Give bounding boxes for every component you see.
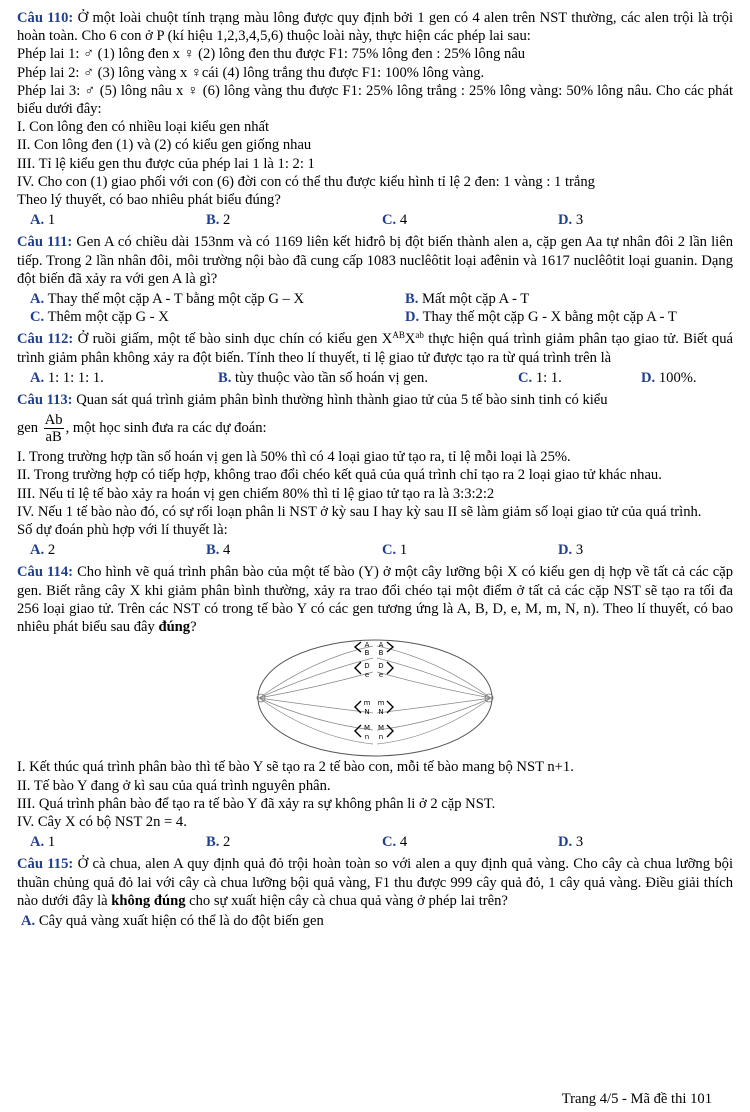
gene-label: A — [364, 641, 370, 650]
question-113-genotype: gen $\frac{Ab}{aB}$ , một học sinh đưa ra các dự đoán: — [17, 412, 267, 446]
statement-1: I. Kết thúc quá trình phân bào thì tế bào Y sẽ tạo ra 2 tế bào con, mỗi tế bào mang bộ NST n+1. — [17, 759, 574, 776]
question-111-options-row1 — [17, 290, 733, 308]
spindle-fiber — [377, 658, 491, 698]
option-b[interactable]: B. tùy thuộc vào tần số hoán vị gen. — [218, 369, 428, 386]
question-111 — [17, 233, 733, 326]
option-c[interactable]: C. 1: 1. — [518, 369, 562, 386]
gene-label: M — [377, 724, 385, 733]
option-a[interactable]: A. 2 — [30, 542, 56, 559]
cell-division-figure — [17, 638, 733, 758]
option-d[interactable]: D. 100%. — [641, 369, 697, 386]
page-footer: Trang 4/5 - Mã đề thi 101 — [561, 1091, 712, 1107]
option-d[interactable]: D. 3 — [558, 834, 584, 851]
gene-label: B — [364, 649, 370, 658]
cell-diagram — [255, 638, 495, 758]
option-d[interactable]: D. 3 — [558, 212, 584, 229]
chromosomes — [355, 642, 393, 737]
gene-label: D — [364, 662, 370, 671]
gene-label: e — [378, 671, 384, 680]
option-a[interactable]: A. Cây quả vàng xuất hiện có thể là do đột biến gen — [21, 912, 324, 929]
question-111-stem: Câu 111: Gen A có chiều dài 153nm và có 1169 liên kết hiđrô bị đột biến thành alen a, cặp gen Aa tự nhân đôi 2 lần liên tiếp. Trong 2 lần nhân đôi, môi trường nội bào đã cung cấp 1083 nuclêôtit loại ađênin và 1617 nuclêôtit loại guanin. Dạng đột biến đã xảy ra với gen A là gì? — [17, 234, 733, 287]
option-d[interactable]: D. 3 — [558, 542, 584, 559]
statement-4: IV. Nếu 1 tế bào nào đó, có sự rối loạn phân li NST ở kỳ sau I hay kỳ sau II sẽ làm giảm số loại giao tử của quá trình. — [17, 503, 702, 520]
statement-1: I. Trong trường hợp tần số hoán vị gen là 50% thì có 4 loại giao tử tạo ra, tỉ lệ mỗi loại là 25%. — [17, 449, 571, 466]
statement-1: I. Con lông đen có nhiều loại kiểu gen nhất — [17, 119, 270, 136]
question-110-stem: Câu 110: Ở một loài chuột tính trạng màu lông được quy định bởi 1 gen có 4 alen trên NST thường, các alen trội là trội hoàn toàn. Cho 6 con ở P (kí hiệu 1,2,3,4,5,6) thuộc loài này, thực hiện các phép lai sau: — [17, 10, 733, 45]
question-112-stem: Câu 112: Ở ruồi giấm, một tế bào sinh dục chín có kiểu gen $X^{AB}X^{ab}$ thực hiện quá trình giảm phân tạo giao tử. Biết quá trình giảm phân không xảy ra đột biến. Tính theo lí thuyết, tỉ lệ giao tử được tạo ra từ quá trình trên là — [17, 330, 734, 366]
gene-label: D — [378, 662, 384, 671]
question-113-prompt: Số dự đoán phù hợp với lí thuyết là: — [17, 522, 228, 539]
statement-3: III. Tỉ lệ kiểu gen thu được của phép lai 1 là 1: 2: 1 — [17, 155, 315, 172]
question-114-stem: Câu 114: Cho hình vẽ quá trình phân bào của một tế bào (Y) ở một cây lưỡng bội X có kiểu gen dị hợp về tất cả các cặp gen. Biết rằng cây X khi giảm phân bình thường, xảy ra trao đổi chéo tại một điểm ở tất cả các cặp NST sẽ tạo ra tối đa 256 loại giao tử. Trên các NST có trong tế bào Y có các gen tương ứng là A, B, D, e, M, m, N, n). Theo lí thuyết, có bao nhiêu phát biểu sau đây đúng? — [17, 564, 733, 636]
option-d[interactable]: D. Thay thế một cặp G - X bằng một cặp A - T — [405, 309, 677, 326]
statement-2: II. Con lông đen (1) và (2) có kiểu gen giống nhau — [17, 137, 312, 154]
statement-4: IV. Cây X có bộ NST 2n = 4. — [17, 813, 187, 830]
option-b[interactable]: B. Mất một cặp A - T — [405, 291, 530, 308]
chromosome — [355, 662, 361, 674]
gene-label: N — [378, 708, 384, 717]
spindle-fiber — [259, 672, 373, 698]
option-c[interactable]: C. Thêm một cặp G - X — [30, 309, 169, 326]
chromosome — [355, 725, 361, 737]
gene-label: m — [377, 699, 385, 708]
gene-label: A — [378, 641, 384, 650]
spindle-fiber — [377, 646, 491, 698]
chromosome — [387, 662, 393, 674]
gene-label: n — [364, 733, 370, 742]
question-115-options — [17, 912, 733, 930]
spindle-fiber — [259, 698, 373, 733]
spindle-fiber — [259, 646, 373, 698]
question-113-options — [17, 541, 733, 559]
question-110-prompt: Theo lý thuyết, có bao nhiêu phát biểu đúng? — [17, 192, 281, 209]
gene-label: n — [378, 733, 384, 742]
cross-3: Phép lai 3: ♂ (5) lông nâu x ♀ (6) lông vàng thu được F1: 25% lông trắng : 25% lông vàng: 50% lông nâu. Cho các phát biểu dưới đây: — [17, 82, 733, 118]
question-111-number: Câu 111: — [17, 234, 73, 251]
chromosome — [387, 725, 393, 737]
cell-membrane — [258, 640, 492, 756]
option-c[interactable]: C. 1 — [382, 542, 408, 559]
statement-3: III. Quá trình phân bào để tạo ra tế bào Y đã xảy ra sự không phân li ở 2 cặp NST. — [17, 795, 496, 812]
option-a[interactable]: A. 1 — [30, 834, 56, 851]
question-113 — [17, 391, 733, 559]
question-110-number: Câu 110: — [17, 10, 74, 26]
option-b[interactable]: B. 2 — [206, 834, 231, 851]
gene-label: m — [363, 699, 371, 708]
statement-3: III. Nếu tỉ lệ tế bào xảy ra hoán vị gen chiếm 80% thì tỉ lệ giao tử tạo ra là 3:3:2:2 — [17, 485, 495, 502]
question-113-number: Câu 113: — [17, 392, 73, 409]
question-115-number: Câu 115: — [17, 856, 74, 873]
question-114-number: Câu 114: — [17, 564, 73, 581]
question-115 — [17, 855, 733, 930]
option-a[interactable]: A. 1: 1: 1: 1. — [30, 369, 104, 386]
option-b[interactable]: B. 4 — [206, 542, 231, 559]
question-113-stem: Câu 113: Quan sát quá trình giảm phân bình thường hình thành giao tử của 5 tế bào sinh tinh có kiểu — [17, 392, 608, 409]
question-112-options — [17, 369, 733, 387]
gene-label: B — [378, 649, 384, 658]
question-110 — [17, 9, 733, 229]
statement-4: IV. Cho con (1) giao phối với con (6) đời con có thể thu được kiểu hình tỉ lệ 2 đen: 1 vàng : 1 trắng — [17, 173, 595, 190]
question-114-options — [17, 833, 733, 851]
spindle-fiber — [377, 672, 491, 698]
chromosome — [387, 642, 393, 652]
question-110-options — [17, 211, 733, 229]
cross-2: Phép lai 2: ♂ (3) lông vàng x ♀cái (4) lông trắng thu được F1: 100% lông vàng. — [17, 64, 485, 81]
cross-1: Phép lai 1: ♂ (1) lông đen x ♀ (2) lông đen thu được F1: 75% lông đen : 25% lông nâu — [17, 46, 526, 63]
exam-page — [17, 9, 733, 934]
option-c[interactable]: C. 4 — [382, 212, 408, 229]
spindle-fiber — [377, 698, 491, 733]
question-112 — [17, 330, 733, 387]
question-112-number: Câu 112: — [17, 331, 74, 348]
option-b[interactable]: B. 2 — [206, 212, 231, 229]
option-a[interactable]: A. Thay thế một cặp A - T bằng một cặp G – X — [30, 291, 305, 308]
gene-label: M — [363, 724, 371, 733]
spindle-fiber — [259, 658, 373, 698]
option-a[interactable]: A. 1 — [30, 212, 56, 229]
gene-label: e — [364, 671, 370, 680]
question-115-stem: Câu 115: Ở cà chua, alen A quy định quả đỏ trội hoàn toàn so với alen a quy định quả vàng. Cho cây cà chua lưỡng bội thuần chủng quả đỏ lai với cây cà chua lưỡng bội quả vàng, F1 thu được 999 cây quả đỏ, 1 cây quả vàng. Điều giải thích nào dưới đây là không đúng cho sự xuất hiện cây cà chua quả vàng ở phép lai trên? — [17, 856, 734, 909]
statement-2: II. Tế bào Y đang ở kì sau của quá trình nguyên phân. — [17, 777, 331, 794]
gene-label: N — [364, 708, 370, 717]
question-111-options-row2 — [17, 308, 733, 326]
question-114 — [17, 563, 733, 851]
statement-2: II. Trong trường hợp có tiếp hợp, không trao đổi chéo kết quả của quá trình chỉ tạo ra 2 loại giao tử khác nhau. — [17, 467, 662, 484]
genotype-fraction: $\frac{Ab}{aB}$ — [44, 412, 63, 446]
option-c[interactable]: C. 4 — [382, 834, 408, 851]
